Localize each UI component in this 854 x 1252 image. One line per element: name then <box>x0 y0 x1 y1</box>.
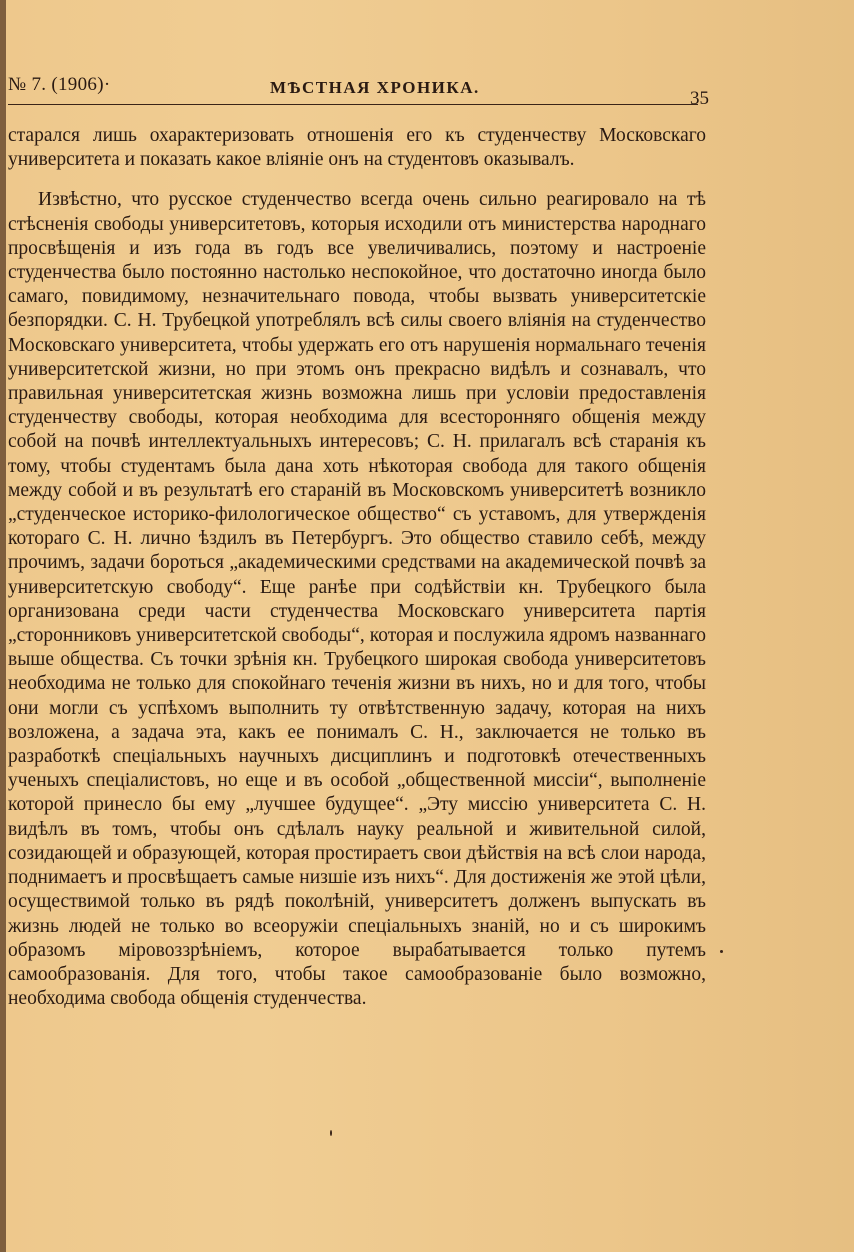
running-title: МѢСТНАЯ ХРОНИКА. <box>270 78 480 97</box>
page-number: 35 <box>690 88 709 109</box>
paragraph: старался лишь охарактеризовать отношенія его къ студенчеству Московскаго университета и показать какое вліяніе онъ на студентовъ оказывалъ. <box>8 125 706 171</box>
issue-number: № 7. (1906)· <box>8 74 111 95</box>
page-header <box>8 70 720 106</box>
ink-speck <box>720 950 723 953</box>
paragraph: Извѣстно, что русское студенчество всегда очень сильно реагировало на тѣ стѣсненія свободы университетовъ, которыя исходили отъ министерства народнаго просвѣщенія и изъ года въ годъ все увеличивались, поэтому и настроеніе студенчества было постоянно настолько неспокойное, что достаточно иногда было самаго, повидимому, незначительнаго повода, чтобы вызвать университетскіе безпорядки. С. Н. Трубецкой употреблялъ всѣ силы своего вліянія на студенчество Московскаго университета, чтобы удержать его отъ нарушенія нормальнаго теченія университетской жизни, но при этомъ онъ прекрасно видѣлъ и сознавалъ, что правильная университетская жизнь возможна лишь при условіи предоставленія студенчеству свободы, которая необходима для всесторонняго общенія между собой на почвѣ интеллектуальныхъ интересовъ; С. Н. прилагалъ всѣ старанія къ тому, чтобы студентамъ была дана хоть нѣкоторая свобода для такого общенія между собой и въ результатѣ его стараній въ Московскомъ университетѣ возникло „студенческое историко-филологическое общество“ съ уставомъ, для утвержденія котораго С. Н. лично ѣздилъ въ Петербургъ. Это общество ставило себѣ, между прочимъ, задачи бороться „академическими средствами на академической почвѣ за университетскую свободу“. Еще ранѣе при содѣйствіи кн. Трубецкого была организована среди части студенчества Московскаго университета партія „сторонниковъ университетской свободы“, которая и послужила ядромъ названнаго выше общества. Съ точки зрѣнія кн. Трубецкого широкая свобода университетовъ необходима не только для спокойнаго теченія жизни въ нихъ, но и для того, чтобы они могли съ успѣхомъ выполнить ту отвѣтственную задачу, которая на нихъ возложена, а задача эта, какъ ее понималъ С. Н., заключается не только въ разработкѣ спеціальныхъ научныхъ дисциплинъ и подготовкѣ отечественныхъ ученыхъ спеціалистовъ, но еще и въ особой „общественной миссіи“, выполненіе которой принесло бы ему „лучшее будущее“. „Эту миссію университета С. Н. видѣлъ въ томъ, чтобы онъ сдѣлалъ науку реальной и живительной силой, созидающей и образующей, которая простираетъ свои дѣйствія на всѣ слои народа, поднимаетъ и просвѣщаетъ самые низшіе изъ нихъ“. Для достиженія же этой цѣли, осуществимой только въ рядѣ поколѣній, университетъ долженъ выпускать въ жизнь людей не только во всеоружіи спеціальныхъ знаній, но и съ широкимъ образомъ міровоззрѣніемъ, которое вырабатывается только путемъ самообразованія. Для того, чтобы такое самообразованіе было возможно, необходима свобода общенія студенчества. <box>8 189 706 1010</box>
binding-gutter <box>0 0 6 1252</box>
header-rule <box>8 104 698 105</box>
article-body <box>8 124 706 1011</box>
ink-speck <box>330 1130 332 1136</box>
